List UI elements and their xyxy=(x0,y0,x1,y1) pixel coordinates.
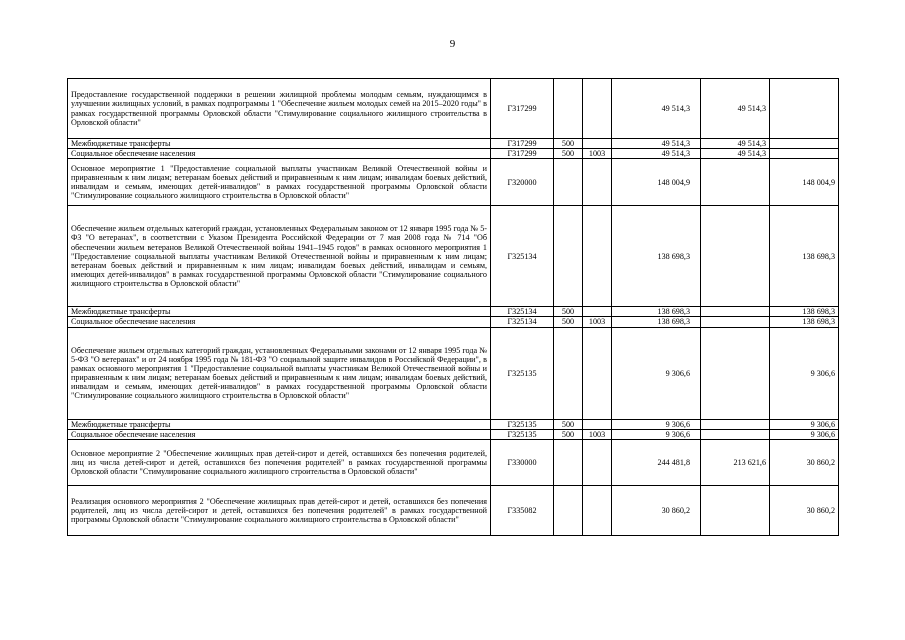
row-federal-amount xyxy=(701,307,770,317)
page-number: 9 xyxy=(449,38,456,50)
table-row xyxy=(68,159,839,206)
row-expense-type: 500 xyxy=(554,149,583,159)
row-federal-amount xyxy=(701,317,770,327)
table-row xyxy=(68,307,839,317)
row-regional-amount: 138 698,3 xyxy=(770,206,839,307)
row-regional-amount: 9 306,6 xyxy=(770,327,839,419)
row-target-code: Г325135 xyxy=(491,419,554,429)
row-name: Обеспечение жильем отдельных категорий граждан, установленных Федеральными законами от 12 января 1995 года № 5-ФЗ "О ветеранах" и от 24 ноября 1995 года № 181-ФЗ "О социальной защите инвалидов в Российской Федерации", в рамках основного мероприятия 1 "Предоставление социальной выплаты участникам Великой Отечественной войны и приравненным к ним лицам; ветеранам боевых действий и приравненным к ним лицам; инвалидам боевых действий, инвалидам и семьям, имеющих детей-инвалидов" в рамках государственной программы Орловской области "Стимулирование социального жилищного строительства в Орловской области" xyxy=(68,327,491,419)
row-regional-amount: 30 860,2 xyxy=(770,439,839,485)
row-expense-type: 500 xyxy=(554,429,583,439)
row-name: Предоставление государственной поддержки в решении жилищной проблемы молодым семьям, нуждающимся в улучшении жилищных условий, в рамках подпрограммы 1 "Обеспечение жильем молодых семей на 2015–2020 годы" в рамках государственной программы Орловской области "Стимулирование социального жилищного строительства в Орловской области" xyxy=(68,79,491,139)
table-row xyxy=(68,206,839,307)
row-regional-amount xyxy=(770,149,839,159)
row-expense-type: 500 xyxy=(554,317,583,327)
row-section-code xyxy=(583,439,612,485)
row-target-code: Г330000 xyxy=(491,439,554,485)
row-section-code xyxy=(583,327,612,419)
row-regional-amount: 148 004,9 xyxy=(770,159,839,206)
row-federal-amount xyxy=(701,429,770,439)
row-federal-amount: 49 514,3 xyxy=(701,139,770,149)
row-target-code: Г317299 xyxy=(491,79,554,139)
row-expense-type xyxy=(554,485,583,535)
row-expense-type xyxy=(554,79,583,139)
row-total-amount: 9 306,6 xyxy=(612,429,701,439)
table-row xyxy=(68,485,839,535)
table-row xyxy=(68,317,839,327)
row-target-code: Г325134 xyxy=(491,317,554,327)
row-name: Обеспечение жильем отдельных категорий граждан, установленных Федеральным законом от 12 января 1995 года № 5-ФЗ "О ветеранах", в соответствии с Указом Президента Российской Федерации от 7 мая 2008 года № 714 "Об обеспечении жильем ветеранов Великой Отечественной войны 1941–1945 годов" в рамках основного мероприятия 1 "Предоставление социальной выплаты участникам Великой Отечественной войны и приравненным к ним лицам; ветеранам боевых действий и приравненным к ним лицам; инвалидам боевых действий, инвалидам и семьям, имеющих детей-инвалидов" в рамках государственной программы Орловской области "Стимулирование социального жилищного строительства в Орловской области" xyxy=(68,206,491,307)
table-row xyxy=(68,149,839,159)
row-name: Социальное обеспечение населения xyxy=(68,149,491,159)
budget-table xyxy=(67,78,839,536)
row-section-code: 1003 xyxy=(583,429,612,439)
row-total-amount: 49 514,3 xyxy=(612,79,701,139)
row-federal-amount xyxy=(701,419,770,429)
table-row xyxy=(68,139,839,149)
row-regional-amount: 138 698,3 xyxy=(770,317,839,327)
row-regional-amount: 138 698,3 xyxy=(770,307,839,317)
table-row xyxy=(68,327,839,419)
row-expense-type: 500 xyxy=(554,419,583,429)
row-federal-amount: 49 514,3 xyxy=(701,149,770,159)
row-section-code xyxy=(583,206,612,307)
row-regional-amount: 30 860,2 xyxy=(770,485,839,535)
table-row xyxy=(68,419,839,429)
row-target-code: Г320000 xyxy=(491,159,554,206)
row-expense-type xyxy=(554,159,583,206)
row-total-amount: 244 481,8 xyxy=(612,439,701,485)
table-row xyxy=(68,439,839,485)
row-name: Межбюджетные трансферты xyxy=(68,139,491,149)
row-target-code: Г317299 xyxy=(491,139,554,149)
row-section-code xyxy=(583,419,612,429)
row-target-code: Г325134 xyxy=(491,307,554,317)
table-row xyxy=(68,79,839,139)
row-name: Социальное обеспечение населения xyxy=(68,317,491,327)
row-federal-amount: 213 621,6 xyxy=(701,439,770,485)
row-target-code: Г325135 xyxy=(491,429,554,439)
row-name: Основное мероприятие 1 "Предоставление социальной выплаты участникам Великой Отечественной войны и приравненным к ним лицам; ветеранам боевых действий и приравненным к ним лицам; инвалидам боевых действий, инвалидам и семьям, имеющих детей-инвалидов" в рамках государственной программы Орловской области "Стимулирование социального жилищного строительства в Орловской области" xyxy=(68,159,491,206)
row-expense-type xyxy=(554,206,583,307)
row-expense-type: 500 xyxy=(554,307,583,317)
row-section-code xyxy=(583,159,612,206)
row-total-amount: 30 860,2 xyxy=(612,485,701,535)
row-name: Основное мероприятие 2 "Обеспечение жилищных прав детей-сирот и детей, оставшихся без попечения родителей, лиц из числа детей-сирот и детей, оставшихся без попечения родителей" в рамках государственной программы Орловской области "Стимулирование социального жилищного строительства в Орловской области" xyxy=(68,439,491,485)
row-total-amount: 138 698,3 xyxy=(612,317,701,327)
row-federal-amount xyxy=(701,159,770,206)
row-name: Межбюджетные трансферты xyxy=(68,419,491,429)
row-target-code: Г325135 xyxy=(491,327,554,419)
table-body xyxy=(68,79,839,536)
row-regional-amount xyxy=(770,79,839,139)
row-total-amount: 138 698,3 xyxy=(612,307,701,317)
row-regional-amount: 9 306,6 xyxy=(770,429,839,439)
table-row xyxy=(68,429,839,439)
row-federal-amount xyxy=(701,327,770,419)
row-federal-amount: 49 514,3 xyxy=(701,79,770,139)
row-regional-amount: 9 306,6 xyxy=(770,419,839,429)
row-target-code: Г325134 xyxy=(491,206,554,307)
row-expense-type: 500 xyxy=(554,139,583,149)
row-section-code xyxy=(583,79,612,139)
row-section-code xyxy=(583,485,612,535)
row-name: Межбюджетные трансферты xyxy=(68,307,491,317)
row-expense-type xyxy=(554,439,583,485)
row-total-amount: 9 306,6 xyxy=(612,419,701,429)
row-section-code: 1003 xyxy=(583,149,612,159)
row-federal-amount xyxy=(701,485,770,535)
row-name: Реализация основного мероприятия 2 "Обеспечение жилищных прав детей-сирот и детей, оставшихся без попечения родителей, лиц из числа детей-сирот и детей, оставшихся без попечения родителей" в рамках государственной программы Орловской области "Стимулирование социального жилищного строительства в Орловской области" xyxy=(68,485,491,535)
row-name: Социальное обеспечение населения xyxy=(68,429,491,439)
row-total-amount: 148 004,9 xyxy=(612,159,701,206)
row-total-amount: 49 514,3 xyxy=(612,139,701,149)
row-target-code: Г335082 xyxy=(491,485,554,535)
row-expense-type xyxy=(554,327,583,419)
row-section-code: 1003 xyxy=(583,317,612,327)
row-total-amount: 49 514,3 xyxy=(612,149,701,159)
row-federal-amount xyxy=(701,206,770,307)
row-regional-amount xyxy=(770,139,839,149)
row-total-amount: 138 698,3 xyxy=(612,206,701,307)
row-total-amount: 9 306,6 xyxy=(612,327,701,419)
row-section-code xyxy=(583,139,612,149)
row-target-code: Г317299 xyxy=(491,149,554,159)
row-section-code xyxy=(583,307,612,317)
